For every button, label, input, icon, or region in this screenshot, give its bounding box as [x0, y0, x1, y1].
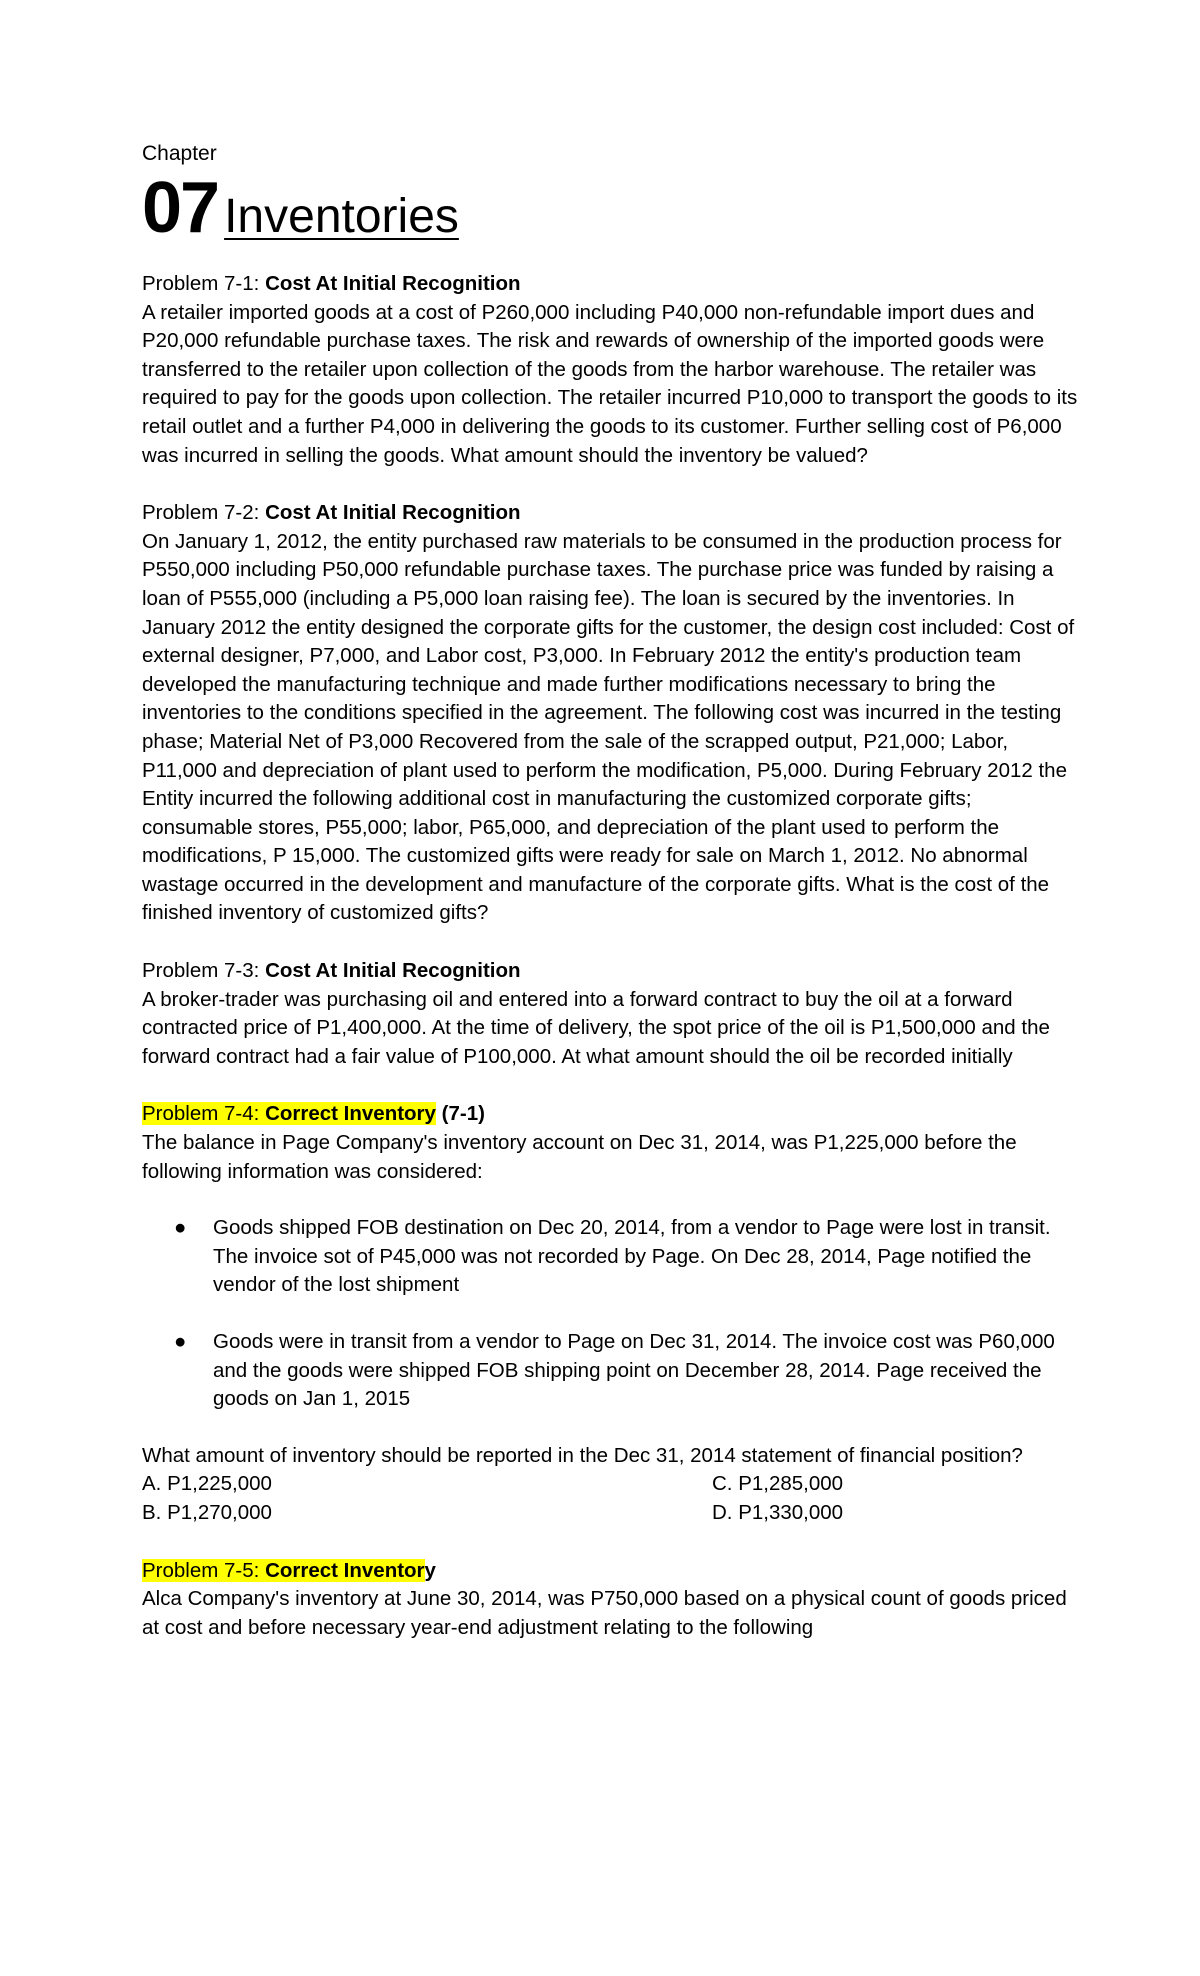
- problem-number-highlighted: Problem 7-4:: [142, 1102, 266, 1126]
- document-page: [142, 140, 1082, 1642]
- list-item-text: Goods shipped FOB destination on Dec 20, 2014, from a vendor to Page were lost in transit. The invoice sot of P45,000 was not recorded by Page. On Dec 28, 2014, Page notified the vendor of the lost shipment: [213, 1216, 1051, 1297]
- chapter-name: Inventories: [224, 190, 459, 243]
- problem-7-3: [142, 957, 1082, 1071]
- list-item: [142, 1328, 1082, 1414]
- problem-text: A retailer imported goods at a cost of P260,000 including P40,000 non-refundable import dues and P20,000 refundable purchase taxes. The risk and rewards of ownership of the imported goods were transferred to the retailer upon collection of the goods from the harbor warehouse. The retailer was required to pay for the goods upon collection. The retailer incurred P10,000 to transport the goods to its retail outlet and a further P4,000 in delivering the goods to its customer. Further selling cost of P6,000 was incurred in selling the goods. What amount should the inventory be valued?: [142, 300, 1078, 467]
- problem-title: Cost At Initial Recognition: [265, 959, 521, 983]
- problem-question: What amount of inventory should be reported in the Dec 31, 2014 statement of financial position?: [142, 1443, 1023, 1467]
- chapter-title: [142, 168, 1082, 248]
- bullet-icon: ●: [174, 1330, 187, 1353]
- problem-title-highlighted: Correct Inventory: [265, 1102, 436, 1126]
- problem-number: Problem 7-3:: [142, 959, 266, 983]
- problem-7-4: [142, 1100, 1082, 1527]
- list-item-text: Goods were in transit from a vendor to Page on Dec 31, 2014. The invoice cost was P60,000 and the goods were shipped FOB shipping point on December 28, 2014. Page received the goods on Jan 1, 2015: [213, 1330, 1055, 1411]
- option-a: A. P1,225,000: [142, 1472, 272, 1496]
- problem-7-2: [142, 499, 1082, 928]
- list-item: [142, 1214, 1082, 1300]
- problem-number: Problem 7-1:: [142, 272, 266, 295]
- problem-7-5: [142, 1557, 1082, 1643]
- problem-heading: [142, 270, 1082, 299]
- problem-title-rest: y: [424, 1558, 436, 1582]
- problem-text: The balance in Page Company's inventory account on Dec 31, 2014, was P1,225,000 before the following information was considered:: [142, 1131, 1017, 1183]
- option-c: C. P1,285,000: [712, 1472, 844, 1496]
- chapter-label: Chapter: [142, 142, 217, 165]
- problem-heading: [142, 957, 1082, 986]
- option-d: D. P1,330,000: [712, 1500, 844, 1524]
- problem-text: A broker-trader was purchasing oil and entered into a forward contract to buy the oil at a forward contracted price of P1,400,000. At the time of delivery, the spot price of the oil is P1,500,000 and the forward contract had a fair value of P100,000. At what amount should the oil be recorded initially: [142, 987, 1050, 1068]
- problem-text: On January 1, 2012, the entity purchased raw materials to be consumed in the production process for P550,000 including P50,000 refundable purchase taxes. The purchase price was funded by raising a loan of P555,000 (including a P5,000 loan raising fee). The loan is secured by the inventories. In January 2012 the entity designed the corporate gifts for the customer, the design cost included: Cost of external designer, P7,000, and Labor cost, P3,000. In February 2012 the entity's production team developed the manufacturing technique and made further modifications necessary to bring the inventories to the conditions specified in the agreement. The following cost was incurred in the testing phase; Material Net of P3,000 Recovered from the sale of the scrapped output, P21,000; Labor, P11,000 and depreciation of plant used to perform the modification, P5,000. During February 2012 the Entity incurred the following additional cost in manufacturing the customized corporate gifts; consumable stores, P55,000; labor, P65,000, and depreciation of the plant used to perform the modifications, P 15,000. The customized gifts were ready for sale on March 1, 2012. No abnormal wastage occurred in the development and manufacture of the corporate gifts. What is the cost of the finished inventory of customized gifts?: [142, 529, 1075, 925]
- chapter-number: 07: [142, 168, 219, 248]
- problem-heading: [142, 1100, 1082, 1129]
- problem-title: Cost At Initial Recognition: [265, 501, 521, 525]
- problem-heading: [142, 499, 1082, 528]
- problem-7-1: [142, 270, 1082, 470]
- problem-title: Cost At Initial Recognition: [265, 272, 521, 295]
- problem-heading: [142, 1557, 1082, 1586]
- option-b: B. P1,270,000: [142, 1500, 272, 1524]
- answer-options: [142, 1470, 1082, 1527]
- problem-number: Problem 7-2:: [142, 501, 266, 525]
- bullet-list: [142, 1214, 1082, 1414]
- problem-title-highlighted: Correct Inventor: [265, 1558, 425, 1582]
- problem-reference: (7-1): [435, 1102, 485, 1126]
- problem-text: Alca Company's inventory at June 30, 2014, was P750,000 based on a physical count of goods priced at cost and before necessary year-end adjustment relating to the following: [142, 1587, 1067, 1639]
- problem-number-highlighted: Problem 7-5:: [142, 1558, 266, 1582]
- bullet-icon: ●: [174, 1216, 187, 1240]
